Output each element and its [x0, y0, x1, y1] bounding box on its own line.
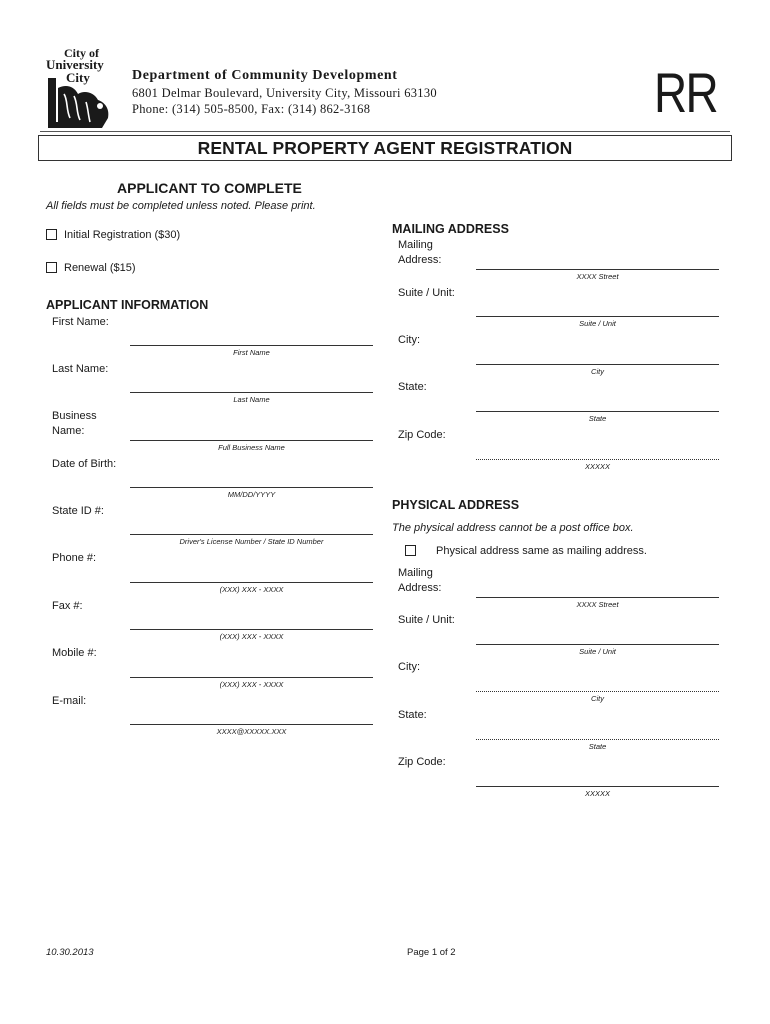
physical-suite-field[interactable] — [476, 644, 719, 645]
mailing-street-label-line-2: Address: — [398, 254, 442, 266]
mobile-hint: (XXX) XXX - XXXX — [219, 680, 284, 689]
renewal-checkbox[interactable] — [46, 262, 57, 273]
email-hint: XXXX@XXXXX.XXX — [216, 727, 287, 736]
first-name-field[interactable] — [130, 345, 373, 346]
physical-zip-label: Zip Code: — [398, 756, 446, 768]
mailing-street-hint: XXXX Street — [576, 272, 619, 281]
physical-state-field[interactable] — [476, 739, 719, 740]
first-name-label: First Name: — [52, 316, 109, 328]
form-code: RR — [654, 61, 718, 124]
logo-line-3: City — [66, 70, 90, 85]
mailing-zip-hint: XXXXX — [584, 462, 610, 471]
last-name-label: Last Name: — [52, 363, 109, 375]
physical-street-field[interactable] — [476, 597, 719, 598]
physical-state-label: State: — [398, 709, 427, 721]
mailing-city-label: City: — [398, 334, 420, 346]
phone-label: Phone #: — [52, 552, 97, 564]
mailing-state-field[interactable] — [476, 411, 719, 412]
logo-line-1: City of — [64, 46, 99, 60]
physical-suite-label: Suite / Unit: — [398, 614, 455, 626]
dob-field[interactable] — [130, 487, 373, 488]
last-name-hint: Last Name — [233, 395, 270, 404]
physical-address-heading: PHYSICAL ADDRESS — [392, 498, 520, 512]
mailing-state-label: State: — [398, 381, 427, 393]
business-name-label-line-2: Name: — [52, 425, 85, 437]
physical-zip-field[interactable] — [476, 786, 719, 787]
footer-date: 10.30.2013 — [46, 947, 94, 958]
mailing-address-heading: MAILING ADDRESS — [392, 222, 509, 236]
department-name: Department of Community Development — [132, 68, 398, 83]
physical-city-hint: City — [591, 694, 604, 703]
state-id-label: State ID #: — [52, 505, 104, 517]
title-box — [38, 135, 732, 161]
mailing-suite-hint: Suite / Unit — [579, 319, 616, 328]
mailing-suite-label: Suite / Unit: — [398, 287, 455, 299]
physical-street-label-line-2: Address: — [398, 582, 442, 594]
initial-registration-checkbox[interactable] — [46, 229, 57, 240]
mobile-label: Mobile #: — [52, 647, 97, 659]
applicant-info-heading: APPLICANT INFORMATION — [46, 298, 209, 312]
same-as-mailing-label: Physical address same as mailing address. — [436, 545, 647, 557]
instructions: All fields must be completed unless noted. Please print. — [46, 200, 316, 212]
footer-page-number: Page 1 of 2 — [407, 947, 456, 958]
dob-label: Date of Birth: — [52, 458, 117, 470]
business-name-hint: Full Business Name — [218, 443, 285, 452]
email-field[interactable] — [130, 724, 373, 725]
renewal-label: Renewal ($15) — [64, 262, 136, 274]
department-phone: Phone: (314) 505-8500, Fax: (314) 862-3168 — [132, 102, 371, 116]
dob-hint: MM/DD/YYYY — [227, 490, 276, 499]
phone-field[interactable] — [130, 582, 373, 583]
same-as-mailing-checkbox[interactable] — [405, 545, 416, 556]
logo-line-2: University — [46, 57, 104, 72]
mailing-state-hint: State — [588, 414, 607, 423]
business-name-label-line-1: Business — [52, 410, 97, 422]
mobile-field[interactable] — [130, 677, 373, 678]
fax-label: Fax #: — [52, 600, 83, 612]
physical-zip-hint: XXXXX — [584, 789, 610, 798]
email-label: E-mail: — [52, 695, 87, 707]
mailing-street-label — [398, 238, 441, 268]
state-id-hint: Driver's License Number / State ID Number — [179, 537, 324, 546]
fax-hint: (XXX) XXX - XXXX — [219, 632, 284, 641]
mailing-city-field[interactable] — [476, 364, 719, 365]
phone-hint: (XXX) XXX - XXXX — [219, 585, 284, 594]
business-name-field[interactable] — [130, 440, 373, 441]
physical-address-note: The physical address cannot be a post office box. — [392, 522, 634, 534]
state-id-field[interactable] — [130, 534, 373, 535]
mailing-street-field[interactable] — [476, 269, 719, 270]
physical-street-label — [398, 566, 441, 596]
physical-state-hint: State — [588, 742, 607, 751]
form-title: RENTAL PROPERTY AGENT REGISTRATION — [197, 138, 573, 158]
applicant-heading: APPLICANT TO COMPLETE — [117, 180, 302, 196]
mailing-suite-field[interactable] — [476, 316, 719, 317]
physical-city-field[interactable] — [476, 691, 719, 692]
mailing-zip-field[interactable] — [476, 459, 719, 460]
physical-street-hint: XXXX Street — [576, 600, 619, 609]
mailing-city-hint: City — [591, 367, 604, 376]
department-address: 6801 Delmar Boulevard, University City, Missouri 63130 — [132, 86, 437, 100]
header-divider — [40, 131, 730, 132]
physical-suite-hint: Suite / Unit — [579, 647, 616, 656]
last-name-field[interactable] — [130, 392, 373, 393]
initial-registration-label: Initial Registration ($30) — [64, 229, 181, 241]
business-name-label — [52, 409, 97, 439]
first-name-hint: First Name — [233, 348, 270, 357]
fax-field[interactable] — [130, 629, 373, 630]
mailing-zip-label: Zip Code: — [398, 429, 446, 441]
physical-city-label: City: — [398, 661, 420, 673]
mailing-street-label-line-1: Mailing — [398, 239, 433, 251]
physical-street-label-line-1: Mailing — [398, 567, 433, 579]
